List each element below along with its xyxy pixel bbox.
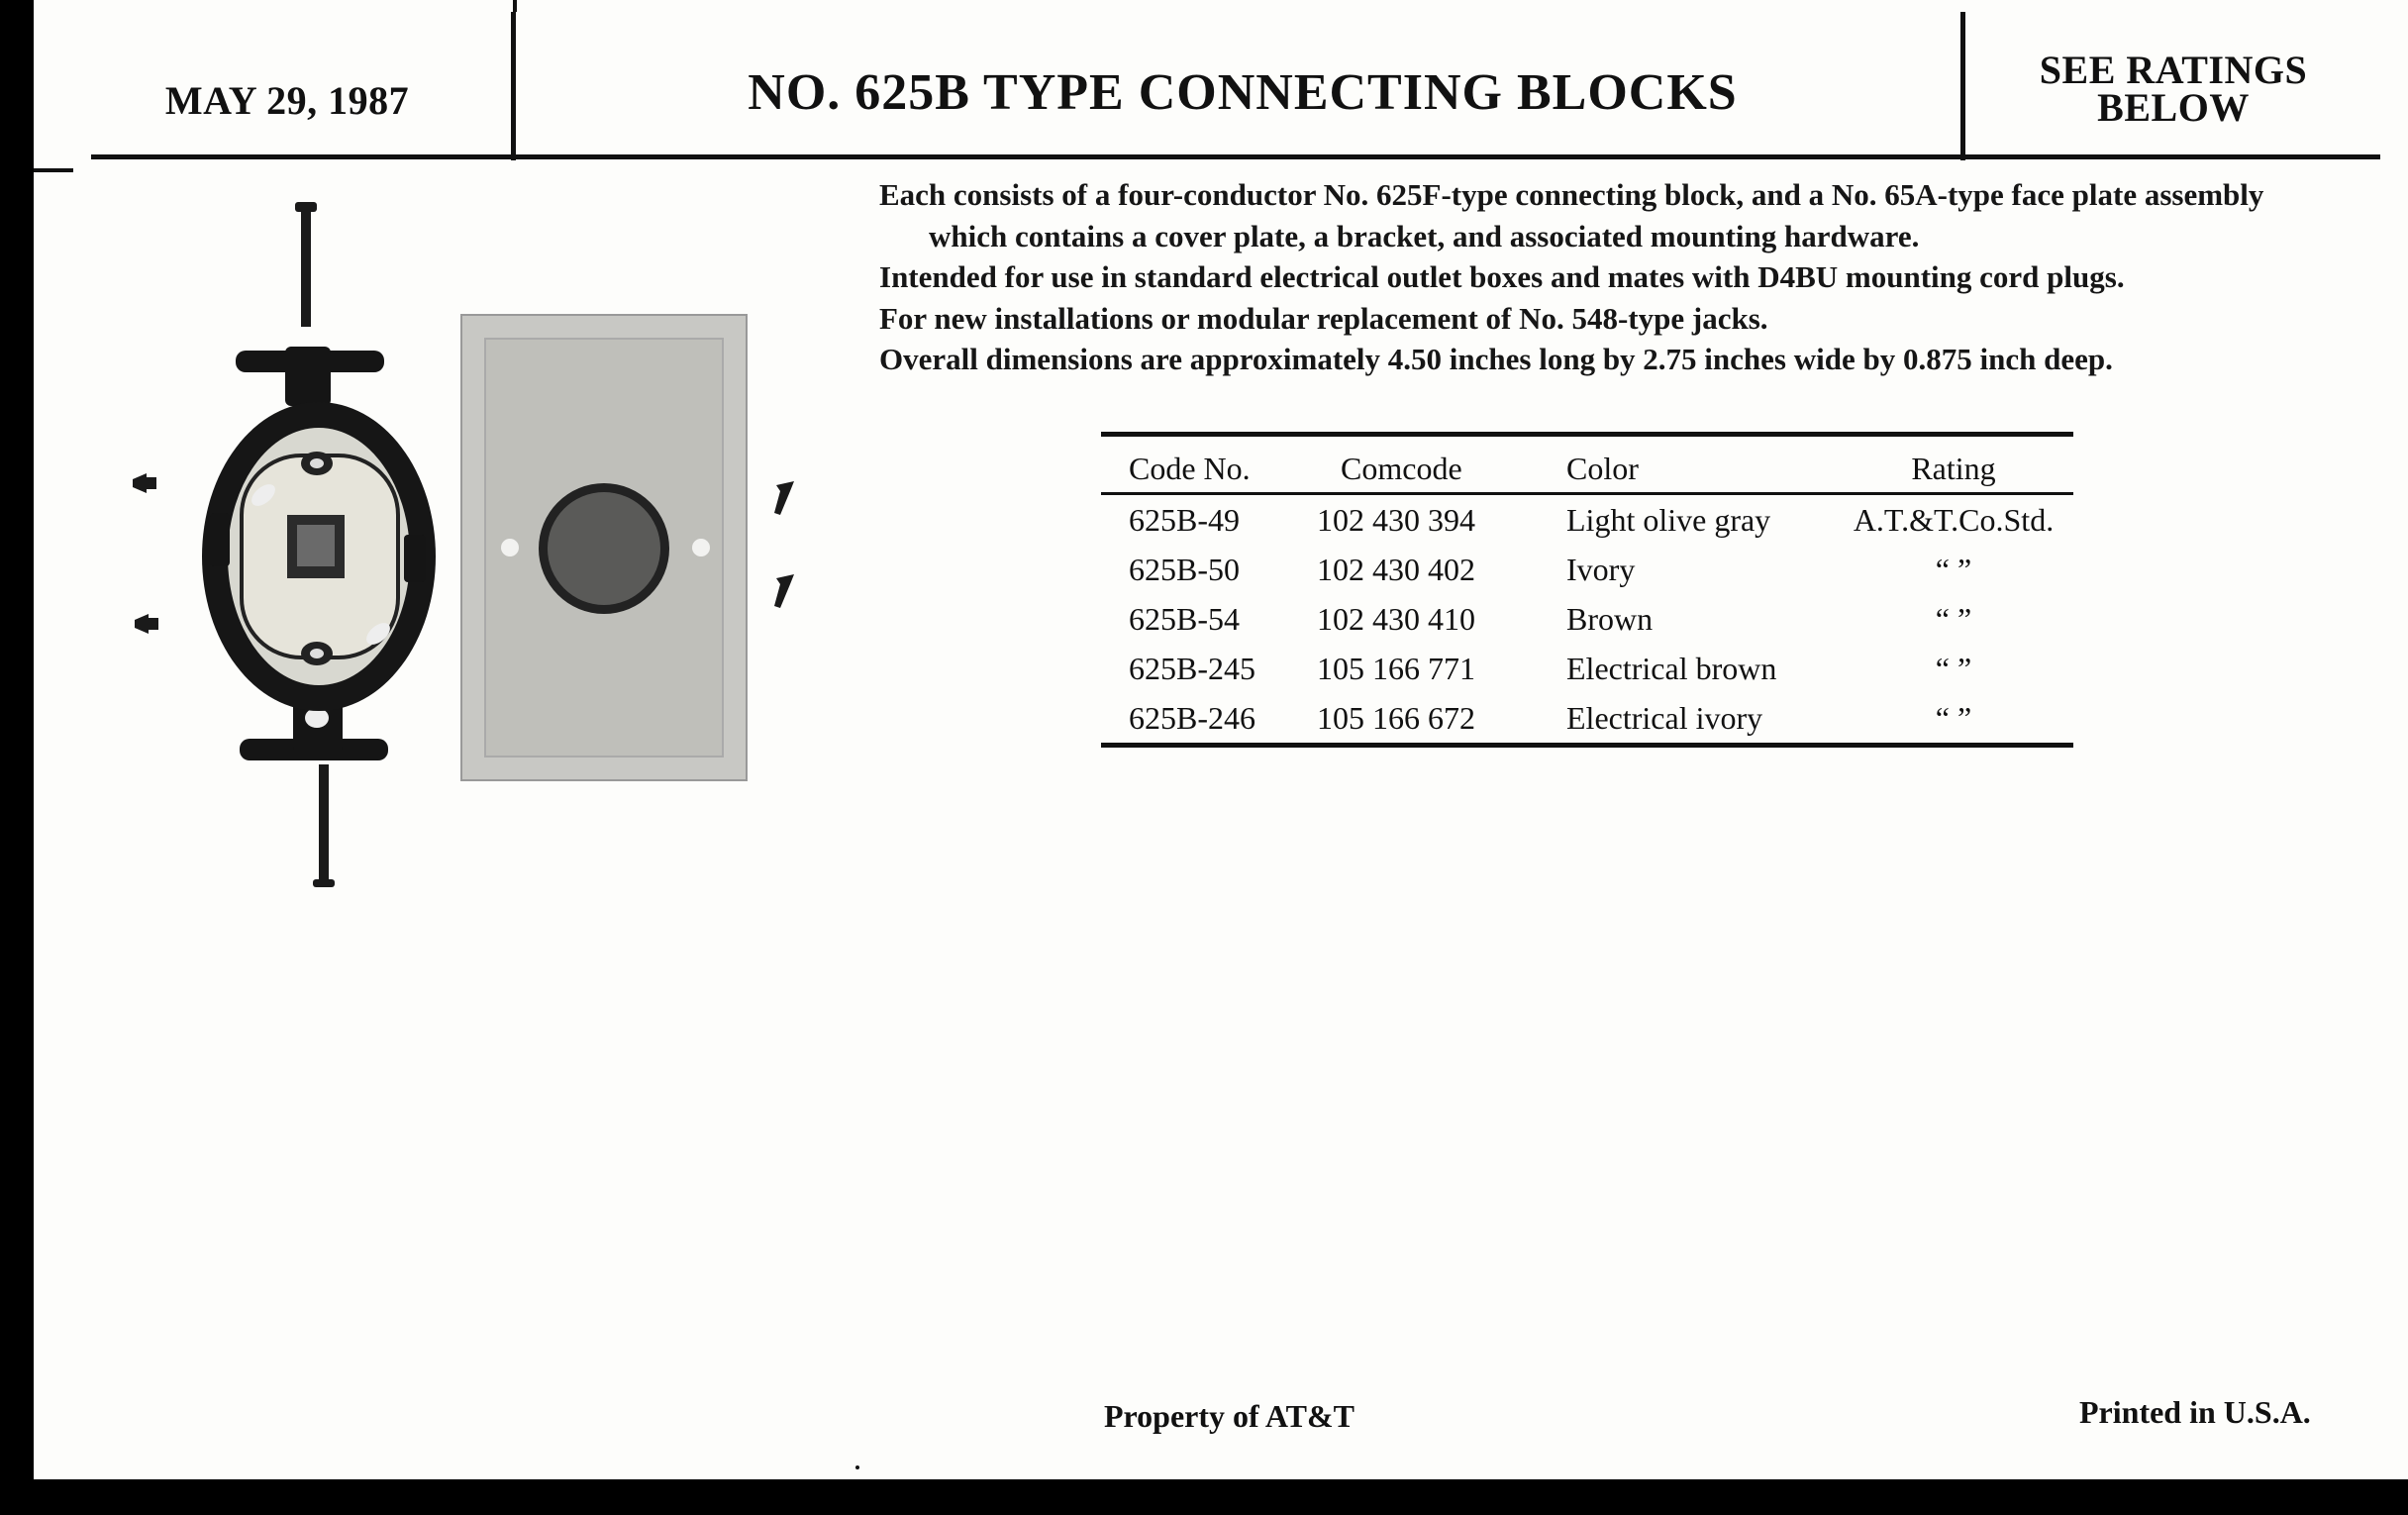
column-header-code: Code No. (1101, 435, 1317, 494)
column-header-comcode: Comcode (1317, 435, 1566, 494)
table-row (1101, 494, 2073, 546)
header-ratings-note (1990, 48, 2357, 130)
cell-comcode: 105 166 771 (1317, 651, 1475, 686)
header-date: MAY 29, 1987 (164, 78, 410, 123)
cell-comcode: 102 430 410 (1317, 601, 1475, 637)
cell-rating: “ ” (1935, 651, 1972, 686)
cell-rating: A.T.&T.Co.Std. (1853, 502, 2055, 538)
cell-code: 625B-49 (1129, 502, 1240, 538)
cell-color: Light olive gray (1566, 502, 1771, 538)
column-header-color: Color (1566, 435, 1834, 494)
table-row (1101, 644, 2073, 693)
cell-color: Ivory (1566, 552, 1636, 587)
cell-comcode: 102 430 402 (1317, 552, 1475, 587)
cell-color: Electrical ivory (1566, 700, 1763, 736)
cell-comcode: 105 166 672 (1317, 700, 1475, 736)
footer-property-notice: Property of AT&T (1104, 1398, 1354, 1434)
ratings-table (1101, 432, 2073, 748)
cell-code: 625B-245 (1129, 651, 1255, 686)
description-line: which contains a cover plate, a bracket, and associated mounting hardware. (929, 218, 1920, 253)
cell-comcode: 102 430 394 (1317, 502, 1475, 538)
footer-printed-notice: Printed in U.S.A. (2079, 1394, 2311, 1430)
cell-rating: “ ” (1935, 700, 1972, 736)
cell-color: Electrical brown (1566, 651, 1777, 686)
column-header-rating: Rating (1834, 435, 2073, 494)
description-line: Overall dimensions are approximately 4.50 inches long by 2.75 inches wide by 0.875 inch deep. (879, 342, 2113, 376)
header-divider-right (1960, 12, 1965, 160)
footer-dot (855, 1465, 859, 1469)
cell-rating: “ ” (1935, 552, 1972, 587)
ratings-line-2: BELOW (2097, 85, 2250, 130)
header-left-stub-rule (34, 168, 73, 172)
table-header-row (1101, 435, 2073, 494)
table-row (1101, 594, 2073, 644)
description-block (879, 174, 2374, 380)
connecting-block-photo (119, 198, 832, 891)
description-line: Each consists of a four-conductor No. 625F-type connecting block, and a No. 65A-type face plate assembly (879, 177, 2264, 212)
cell-color: Brown (1566, 601, 1654, 637)
table-row (1101, 693, 2073, 746)
table-row (1101, 545, 2073, 594)
page-title: NO. 625B TYPE CONNECTING BLOCKS (748, 64, 1738, 121)
ratings-line-1: SEE RATINGS (2039, 48, 2308, 92)
cell-code: 625B-50 (1129, 552, 1240, 587)
cell-rating: “ ” (1935, 601, 1972, 637)
ratings-table-container (1101, 432, 2073, 748)
cell-code: 625B-54 (1129, 601, 1240, 637)
description-line: For new installations or modular replacement of No. 548-type jacks. (879, 300, 1768, 336)
header-divider-left (511, 12, 516, 160)
header-bottom-rule (91, 154, 2380, 159)
header-top-tick-left (513, 0, 517, 12)
cell-code: 625B-246 (1129, 700, 1255, 736)
description-line: Intended for use in standard electrical outlet boxes and mates with D4BU mounting cord plugs. (879, 259, 2125, 294)
